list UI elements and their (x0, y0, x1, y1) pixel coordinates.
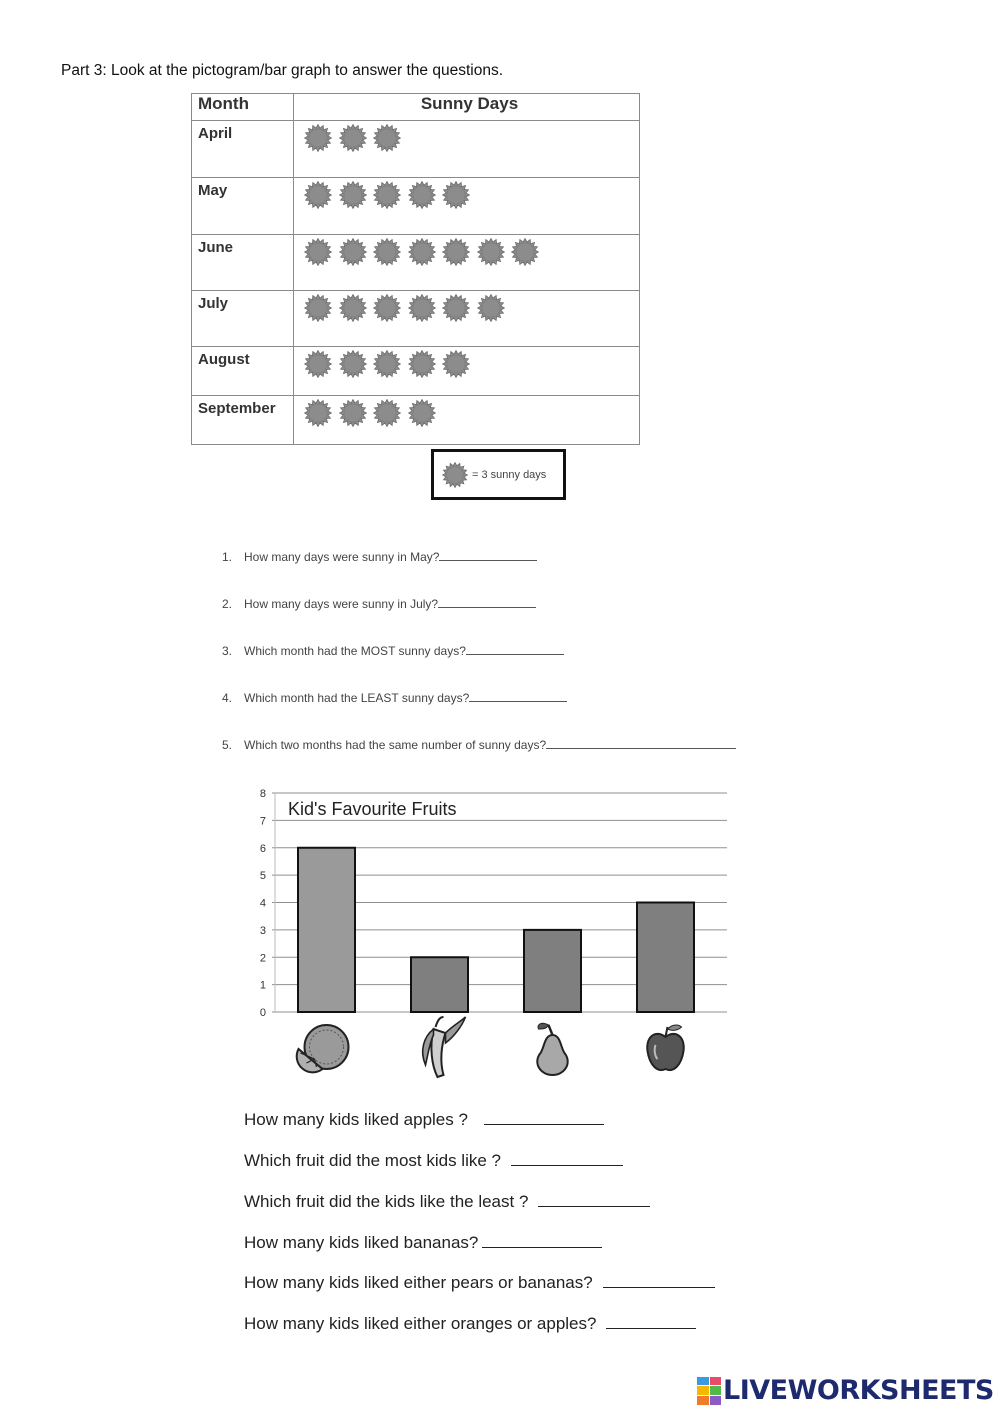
y-tick-label: 1 (259, 979, 266, 992)
month-label: May (192, 178, 294, 235)
sun-icon (339, 350, 367, 378)
answer-blank[interactable] (466, 654, 564, 655)
month-label: August (192, 347, 294, 396)
sun-icon (304, 124, 332, 152)
sun-cell (294, 291, 640, 347)
sun-cell (294, 121, 640, 178)
question-bananas: How many kids liked bananas? (244, 1233, 602, 1253)
sun-icon (339, 124, 367, 152)
table-row (192, 235, 640, 291)
question-3: 3. Which month had the MOST sunny days? (222, 644, 564, 658)
sun-cell (294, 347, 640, 396)
table-row (192, 396, 640, 445)
key-text: = 3 sunny days (472, 468, 547, 481)
question-5: 5. Which two months had the same number of sunny days? (222, 738, 736, 752)
sun-icon (442, 294, 470, 322)
question-2: 2. How many days were sunny in July? (222, 597, 536, 611)
pear-icon (537, 1023, 567, 1075)
sun-icon (442, 181, 470, 209)
sun-cell (294, 235, 640, 291)
y-tick-label: 0 (259, 1007, 266, 1019)
bar-apple (637, 903, 694, 1013)
answer-blank[interactable] (606, 1328, 696, 1329)
y-tick-label: 4 (259, 897, 266, 910)
table-row (192, 178, 640, 235)
sun-icon (511, 238, 539, 266)
answer-blank[interactable] (484, 1124, 604, 1125)
sun-icon (339, 238, 367, 266)
sun-icon (408, 294, 436, 322)
answer-blank[interactable] (511, 1165, 623, 1166)
banana-icon (423, 1017, 466, 1077)
sun-icon (304, 350, 332, 378)
sun-icon (373, 238, 401, 266)
sun-icon (339, 399, 367, 427)
sun-icon (477, 294, 505, 322)
sun-icon (408, 181, 436, 209)
brand-text: LIVEWORKSHEETS (723, 1375, 994, 1406)
sun-icon (373, 294, 401, 322)
month-label: September (192, 396, 294, 445)
question-apples: How many kids liked apples ? (244, 1110, 604, 1130)
question-most-liked: Which fruit did the most kids like ? (244, 1151, 623, 1171)
chart-title: Kid's Favourite Fruits (288, 799, 457, 819)
sun-icon (477, 238, 505, 266)
sun-cell (294, 178, 640, 235)
table-row (192, 121, 640, 178)
bar-orange (298, 848, 355, 1012)
table-row (192, 291, 640, 347)
y-tick-label: 3 (259, 924, 266, 937)
sun-icon (408, 350, 436, 378)
y-tick-label: 6 (259, 842, 266, 855)
sun-icon (304, 181, 332, 209)
fruit-bar-chart (240, 780, 740, 1080)
answer-blank[interactable] (482, 1247, 602, 1248)
sun-icon (373, 124, 401, 152)
answer-blank[interactable] (439, 560, 537, 561)
orange-icon (297, 1025, 349, 1072)
y-tick-labels (260, 788, 266, 1019)
answer-blank[interactable] (546, 748, 736, 749)
question-1: 1. How many days were sunny in May? (222, 550, 537, 564)
brand-logo-icon (697, 1377, 721, 1405)
y-tick-label: 2 (259, 952, 266, 965)
sun-icon (408, 399, 436, 427)
sun-icon (373, 181, 401, 209)
apple-icon (647, 1025, 684, 1070)
brand-watermark (697, 1375, 994, 1406)
question-oranges-or-apples: How many kids liked either oranges or apples? (244, 1314, 696, 1334)
sun-icon (408, 238, 436, 266)
sun-icon (339, 181, 367, 209)
page-heading: Part 3: Look at the pictogram/bar graph to answer the questions. (61, 62, 504, 79)
y-tick-label: 5 (259, 870, 266, 883)
sun-cell (294, 396, 640, 445)
answer-blank[interactable] (438, 607, 536, 608)
month-label: April (192, 121, 294, 178)
y-tick-label: 7 (259, 815, 266, 828)
question-least-liked: Which fruit did the kids like the least ? (244, 1192, 650, 1212)
month-label: July (192, 291, 294, 347)
sun-icon (442, 238, 470, 266)
sun-icon (339, 294, 367, 322)
question-pears-or-bananas: How many kids liked either pears or bananas? (244, 1273, 715, 1293)
sun-icon (442, 350, 470, 378)
pictogram-table (191, 93, 640, 445)
sun-icon (304, 399, 332, 427)
table-row (192, 347, 640, 396)
pictogram-key (431, 449, 566, 500)
y-tick-label: 8 (259, 788, 266, 800)
sun-icon (373, 350, 401, 378)
header-month: Month (192, 94, 294, 121)
month-label: June (192, 235, 294, 291)
sun-icon (304, 294, 332, 322)
bar-banana (411, 957, 468, 1012)
question-4: 4. Which month had the LEAST sunny days? (222, 691, 567, 705)
sun-icon (373, 399, 401, 427)
bar-pear (524, 930, 581, 1012)
header-sunny-days: Sunny Days (294, 94, 640, 121)
sun-icon (442, 462, 468, 488)
sun-icon (304, 238, 332, 266)
answer-blank[interactable] (603, 1287, 715, 1288)
answer-blank[interactable] (538, 1206, 650, 1207)
answer-blank[interactable] (469, 701, 567, 702)
